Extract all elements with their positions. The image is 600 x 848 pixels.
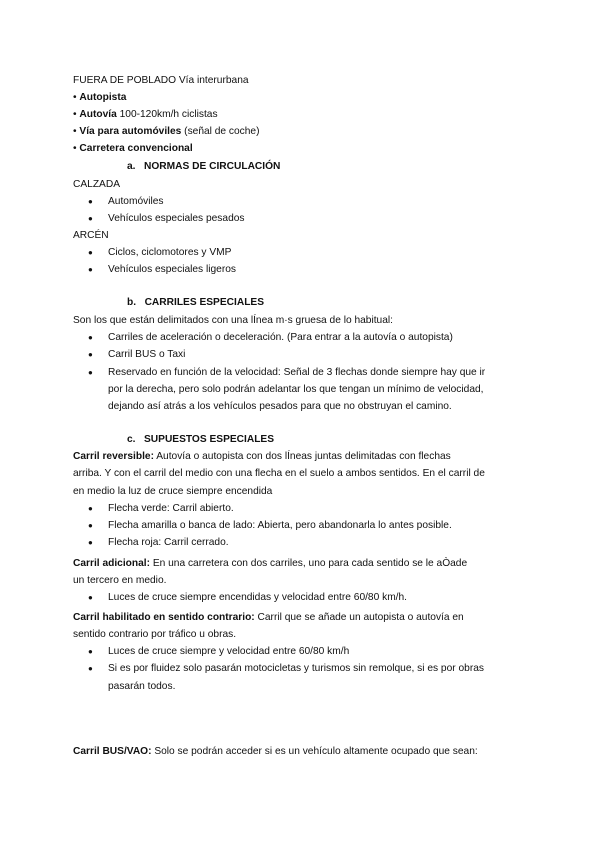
intro-line: FUERA DE POBLADO Vía interurbana (73, 75, 249, 86)
bullet: • (73, 92, 77, 103)
paragraph-line: sentido contrario por tráfico u obras. (73, 629, 237, 640)
bullet-icon: ● (88, 248, 93, 257)
bullet-icon: ● (88, 504, 93, 513)
bullet-icon: ● (88, 521, 93, 530)
list-item: Flecha roja: Carril cerrado. (108, 537, 229, 548)
list-item-line: dejando así atrás a los vehículos pesados para que no obstruyan el camino. (108, 401, 452, 412)
list-item-line: por la derecha, pero solo podrán adelantar los que tengan un mínimo de velocidad, (108, 384, 484, 395)
bullet-icon: ● (88, 197, 93, 206)
list-item: Reservado en función de la velocidad: Señal de 3 flechas donde siempre hay que ir (108, 367, 486, 378)
list-item-line: pasarán todos. (108, 681, 176, 692)
bullet: • (73, 143, 77, 154)
bullet-icon: ● (88, 350, 93, 359)
list-item: Luces de cruce siempre encendidas y velocidad entre 60/80 km/h. (108, 592, 408, 603)
bullet: • (73, 126, 77, 137)
bullet-icon: ● (88, 333, 93, 342)
list-item: Carril BUS o Taxi (108, 349, 186, 360)
list-item: Vehículos especiales pesados (108, 213, 245, 224)
paragraph: Carril habilitado en sentido contrario: Carril que se añade un autopista o autovía en (73, 612, 464, 623)
bullet-icon: ● (88, 538, 93, 547)
list-item: Flecha amarilla o banca de lado: Abierta, pero abandonarla lo antes posible. (108, 520, 452, 531)
paragraph: Carril adicional: En una carretera con dos carriles, uno para cada sentido se le aÒade (73, 558, 468, 569)
paragraph-line: un tercero en medio. (73, 575, 167, 586)
bullet-icon: ● (88, 593, 93, 602)
list-item: Ciclos, ciclomotores y VMP (108, 247, 232, 258)
list-item: • Autopista (73, 92, 127, 103)
bullet-icon: ● (88, 214, 93, 223)
list-item: Carriles de aceleración o deceleración. (Para entrar a la autovía o autopista) (108, 332, 453, 343)
list-item: Flecha verde: Carril abierto. (108, 503, 234, 514)
paragraph-line: arriba. Y con el carril del medio con una flecha en el suelo a ambos sentidos. En el carril de (73, 468, 485, 479)
list-item: Si es por fluidez solo pasarán motocicletas y turismos sin remolque, si es por obras (108, 663, 484, 674)
arcen-label: ARCÉN (73, 230, 109, 241)
bullet-icon: ● (88, 368, 93, 377)
bullet-icon: ● (88, 265, 93, 274)
paragraph: Carril BUS/VAO: Solo se podrán acceder si es un vehículo altamente ocupado que sean: (73, 746, 478, 757)
paragraph: Son los que están delimitados con una lÍnea m·s gruesa de lo habitual: (73, 315, 393, 326)
calzada-label: CALZADA (73, 179, 120, 190)
bullet-icon: ● (88, 647, 93, 656)
section-heading: b. CARRILES ESPECIALES (127, 297, 265, 308)
bullet: • (73, 109, 77, 120)
list-item: Vehículos especiales ligeros (108, 264, 236, 275)
paragraph: Carril reversible: Autovía o autopista con dos lÍneas juntas delimitadas con flechas (73, 451, 451, 462)
list-item: • Autovía 100-120km/h ciclistas (73, 109, 218, 120)
paragraph-line: en medio la luz de cruce siempre encendida (73, 486, 273, 497)
bullet-icon: ● (88, 664, 93, 673)
section-heading: a. NORMAS DE CIRCULACIÓN (127, 161, 281, 172)
section-heading: c. SUPUESTOS ESPECIALES (127, 434, 275, 445)
list-item: • Carretera convencional (73, 143, 193, 154)
list-item: • Vía para automóviles (señal de coche) (73, 126, 260, 137)
list-item: Automóviles (108, 196, 164, 207)
list-item: Luces de cruce siempre y velocidad entre 60/80 km/h (108, 646, 350, 657)
